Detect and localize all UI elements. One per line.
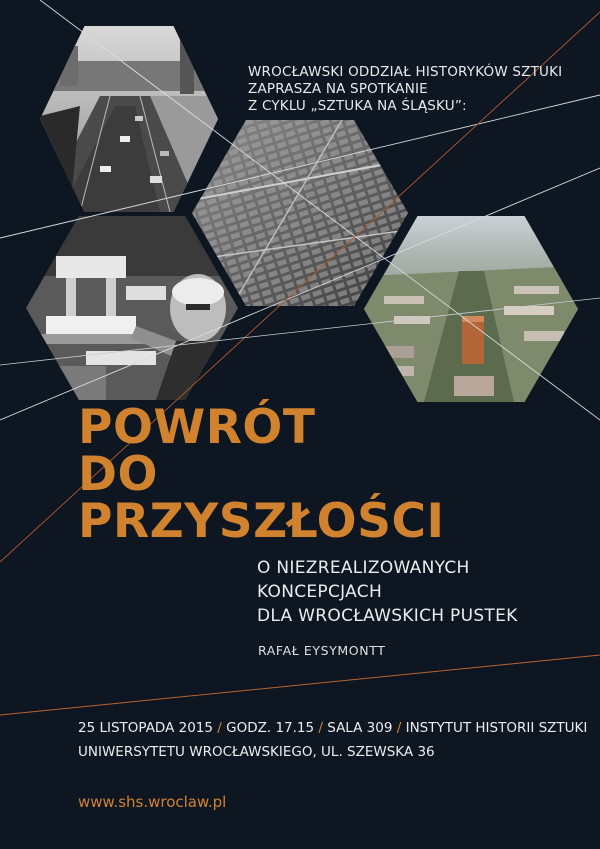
- details-line-1: [78, 716, 587, 740]
- separator: /: [318, 720, 323, 736]
- separator: /: [396, 720, 402, 736]
- event-time: GODZ. 17.15: [226, 720, 315, 736]
- organizer-line-2: ZAPRASZA NA SPOTKANIE: [248, 81, 428, 97]
- organizer-line-1: WROCŁAWSKI ODDZIAŁ HISTORYKÓW SZTUKI: [248, 64, 563, 80]
- event-room: SALA 309: [327, 720, 393, 736]
- event-institute: INSTYTUT HISTORII SZTUKI: [405, 720, 588, 736]
- event-date: 25 LISTOPADA 2015: [78, 720, 213, 736]
- subtitle-line-2: KONCEPCJACH: [257, 582, 383, 602]
- title-line-2: DO: [78, 447, 158, 502]
- speaker-name: RAFAŁ EYSYMONTT: [258, 643, 386, 658]
- event-details: [78, 716, 587, 764]
- title-line-3: PRZYSZŁOŚCI: [78, 494, 445, 549]
- event-title: [78, 400, 445, 549]
- subtitle-line-3: DLA WROCŁAWSKICH PUSTEK: [257, 606, 518, 626]
- event-subtitle: [257, 556, 518, 628]
- organizer-line-3: Z CYKLU „SZTUKA NA ŚLĄSKU”:: [248, 98, 467, 114]
- event-address: UNIWERSYTETU WROCŁAWSKIEGO, UL. SZEWSKA 36: [78, 744, 435, 760]
- title-line-1: POWRÓT: [78, 400, 316, 455]
- organizer-text: [248, 64, 562, 115]
- separator: /: [217, 720, 222, 736]
- website-link[interactable]: www.shs.wroclaw.pl: [78, 793, 227, 811]
- subtitle-line-1: O NIEZREALIZOWANYCH: [257, 558, 470, 578]
